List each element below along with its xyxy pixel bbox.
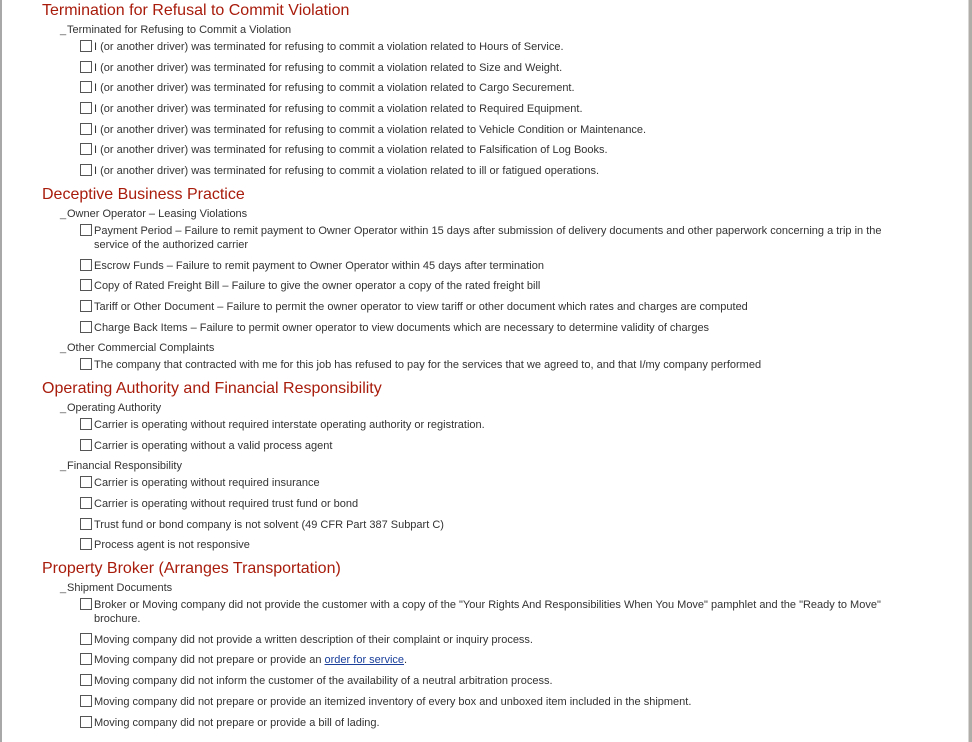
checkbox-label <box>94 143 912 157</box>
subcategory-label: Other Commercial Complaints <box>67 342 215 355</box>
checkbox-label <box>94 164 912 178</box>
checkbox-label-text: Trust fund or bond company is not solvent (49 CFR Part 387 Subpart C) <box>94 518 444 531</box>
checkbox-label-text: Carrier is operating without required insurance <box>94 477 320 490</box>
window-border-right <box>968 0 972 742</box>
checkbox[interactable] <box>80 224 92 236</box>
subcategory-label: Financial Responsibility <box>67 460 182 473</box>
checkbox-label <box>94 40 912 54</box>
checkbox[interactable] <box>80 61 92 73</box>
checkbox[interactable] <box>80 279 92 291</box>
checkbox-item[interactable] <box>80 633 922 647</box>
checkbox-label <box>94 497 912 511</box>
checkbox[interactable] <box>80 40 92 52</box>
checkbox[interactable] <box>80 321 92 333</box>
checkbox[interactable] <box>80 497 92 509</box>
checkbox[interactable] <box>80 674 92 686</box>
window-border-left <box>0 0 2 742</box>
section-title: Property Broker (Arranges Transportation) <box>42 560 341 578</box>
checkbox[interactable] <box>80 164 92 176</box>
checkbox-label <box>94 674 912 688</box>
checkbox-label-text: I (or another driver) was terminated for refusing to commit a violation related to Cargo Securement. <box>94 82 575 95</box>
subcategory-heading <box>60 401 922 415</box>
checkbox-item[interactable] <box>80 518 922 532</box>
checkbox-item[interactable] <box>80 321 922 335</box>
checkbox-label <box>94 518 912 532</box>
checkbox-item[interactable] <box>80 164 922 178</box>
checkbox-label <box>94 279 912 293</box>
checkbox-label-text: I (or another driver) was terminated for refusing to commit a violation related to Required Equipment. <box>94 103 583 116</box>
checkbox[interactable] <box>80 143 92 155</box>
checkbox-label-text: Carrier is operating without a valid process agent <box>94 439 333 452</box>
subcategory-heading <box>60 341 922 355</box>
collapse-dash-icon[interactable]: _ <box>60 24 67 36</box>
subcategory-label: Terminated for Refusing to Commit a Violation <box>67 24 292 36</box>
checkbox-label <box>94 102 912 116</box>
checkbox-label-text: Broker or Moving company did not provide the customer with a copy of the "Your Rights And Responsibilities When You Move" pamphlet and the "Ready to Move" brochure. <box>94 599 881 626</box>
checkbox-label-text: Carrier is operating without required trust fund or bond <box>94 498 359 510</box>
subcategory-label: Owner Operator – Leasing Violations <box>67 207 248 220</box>
checkbox[interactable] <box>80 300 92 312</box>
checkbox-label-text: Moving company did not inform the customer of the availability of a neutral arbitration process. <box>94 675 553 688</box>
checkbox-item[interactable] <box>80 538 922 552</box>
subcategory-label: Shipment Documents <box>67 582 173 595</box>
checkbox-label-text: Moving company did not prepare or provide a bill of lading. <box>94 716 380 729</box>
checkbox-label-text: Payment Period – Failure to remit payment to Owner Operator within 15 days after submission of delivery documents and other paperwork concerning a trip in the service of the authorized carrier <box>94 224 882 251</box>
checkbox-item[interactable] <box>80 598 922 626</box>
checkbox-label <box>94 418 912 432</box>
checkbox-label <box>94 633 912 647</box>
checkbox-label <box>94 123 912 137</box>
checkbox-label <box>94 538 912 552</box>
complaint-category-list <box>42 1 922 736</box>
checkbox-label <box>94 476 912 490</box>
checkbox-label <box>94 716 912 730</box>
checkbox-item[interactable] <box>80 279 922 293</box>
checkbox-label-text: Carrier is operating without required interstate operating authority or registration. <box>94 418 485 431</box>
collapse-dash-icon[interactable]: _ <box>60 207 67 220</box>
checkbox-item[interactable] <box>80 300 922 314</box>
checkbox-label-text: I (or another driver) was terminated for refusing to commit a violation related to Falsification of Log Books. <box>94 144 608 157</box>
checkbox[interactable] <box>80 476 92 488</box>
checkbox-item[interactable] <box>80 102 922 116</box>
checkbox-label <box>94 321 912 335</box>
checkbox[interactable] <box>80 653 92 665</box>
category-section <box>42 185 922 372</box>
checkbox[interactable] <box>80 123 92 135</box>
category-section <box>42 379 922 552</box>
checkbox-label <box>94 259 912 273</box>
checkbox[interactable] <box>80 259 92 271</box>
collapse-dash-icon[interactable]: _ <box>60 460 67 473</box>
checkbox-label-text: Escrow Funds – Failure to remit payment to Owner Operator within 45 days after termination <box>94 259 544 272</box>
checkbox-label <box>94 439 912 453</box>
collapse-dash-icon[interactable]: _ <box>60 582 67 595</box>
checkbox-item[interactable] <box>80 695 922 709</box>
checkbox-item[interactable] <box>80 224 922 252</box>
checkbox-label-text: I (or another driver) was terminated for refusing to commit a violation related to ill or fatigued operations. <box>94 165 600 178</box>
checkbox-label <box>94 695 912 709</box>
checkbox-label-text: Charge Back Items – Failure to permit owner operator to view documents which are necessary to determine validity of charges <box>94 321 710 334</box>
checkbox-label-text: I (or another driver) was terminated for refusing to commit a violation related to Vehicle Condition or Maintenance. <box>94 123 647 136</box>
checkbox[interactable] <box>80 418 92 430</box>
checkbox-label <box>94 300 912 314</box>
checkbox-label <box>94 224 912 252</box>
checkbox-label-suffix: . <box>404 654 408 667</box>
category-section <box>42 559 922 729</box>
checkbox-item[interactable] <box>80 358 922 372</box>
subcategory-heading <box>60 581 922 595</box>
checkbox[interactable] <box>80 598 92 610</box>
checkbox-label-text: I (or another driver) was terminated for refusing to commit a violation related to Size and Weight. <box>94 61 563 74</box>
checkbox-item[interactable] <box>80 716 922 730</box>
collapse-dash-icon[interactable]: _ <box>60 401 67 414</box>
checkbox-item[interactable] <box>80 439 922 453</box>
section-title: Deceptive Business Practice <box>42 185 245 203</box>
checkbox-label-text: Moving company did not provide a written description of their complaint or inquiry process. <box>94 633 533 646</box>
checkbox[interactable] <box>80 716 92 728</box>
subcategory-heading <box>60 23 922 37</box>
checkbox-item[interactable] <box>80 653 922 667</box>
checkbox-item[interactable] <box>80 259 922 273</box>
checkbox-item[interactable] <box>80 476 922 490</box>
checkbox-label <box>94 61 912 75</box>
subcategory-label: Operating Authority <box>67 401 162 414</box>
checkbox[interactable] <box>80 439 92 451</box>
checkbox[interactable] <box>80 538 92 550</box>
section-title: Termination for Refusal to Commit Violation <box>42 2 350 19</box>
checkbox-label-text: Moving company did not prepare or provide an itemized inventory of every box and unboxed item included in the shipment. <box>94 695 692 708</box>
collapse-dash-icon[interactable]: _ <box>60 342 67 355</box>
category-section <box>42 1 922 178</box>
checkbox[interactable] <box>80 81 92 93</box>
checkbox[interactable] <box>80 102 92 114</box>
checkbox-item[interactable] <box>80 40 922 54</box>
checkbox[interactable] <box>80 695 92 707</box>
checkbox[interactable] <box>80 518 92 530</box>
checkbox-item[interactable] <box>80 674 922 688</box>
checkbox-label <box>94 358 912 372</box>
checkbox-label <box>94 81 912 95</box>
checkbox-item[interactable] <box>80 61 922 75</box>
checkbox-label-text: I (or another driver) was terminated for refusing to commit a violation related to Hours of Service. <box>94 41 564 53</box>
checkbox-label-text: Copy of Rated Freight Bill – Failure to give the owner operator a copy of the rated freight bill <box>94 280 541 293</box>
checkbox-item[interactable] <box>80 143 922 157</box>
subcategory-heading <box>60 207 922 221</box>
checkbox-label-text: The company that contracted with me for this job has refused to pay for the services that we agreed to, and that I/my company performed <box>94 359 762 372</box>
checkbox-label-text: Moving company did not prepare or provide an <box>94 654 325 667</box>
section-title: Operating Authority and Financial Responsibility <box>42 379 382 397</box>
checkbox[interactable] <box>80 633 92 645</box>
checkbox-item[interactable] <box>80 123 922 137</box>
checkbox-label <box>94 653 912 667</box>
checkbox-item[interactable] <box>80 497 922 511</box>
order-for-service-link[interactable]: order for service <box>324 654 405 667</box>
checkbox-item[interactable] <box>80 418 922 432</box>
checkbox-label <box>94 598 912 626</box>
checkbox-label-text: Tariff or Other Document – Failure to permit the owner operator to view tariff or other document which rates and charges are computed <box>94 300 748 313</box>
subcategory-heading <box>60 459 922 473</box>
checkbox-label-text: Process agent is not responsive <box>94 539 250 552</box>
checkbox[interactable] <box>80 358 92 370</box>
checkbox-item[interactable] <box>80 81 922 95</box>
